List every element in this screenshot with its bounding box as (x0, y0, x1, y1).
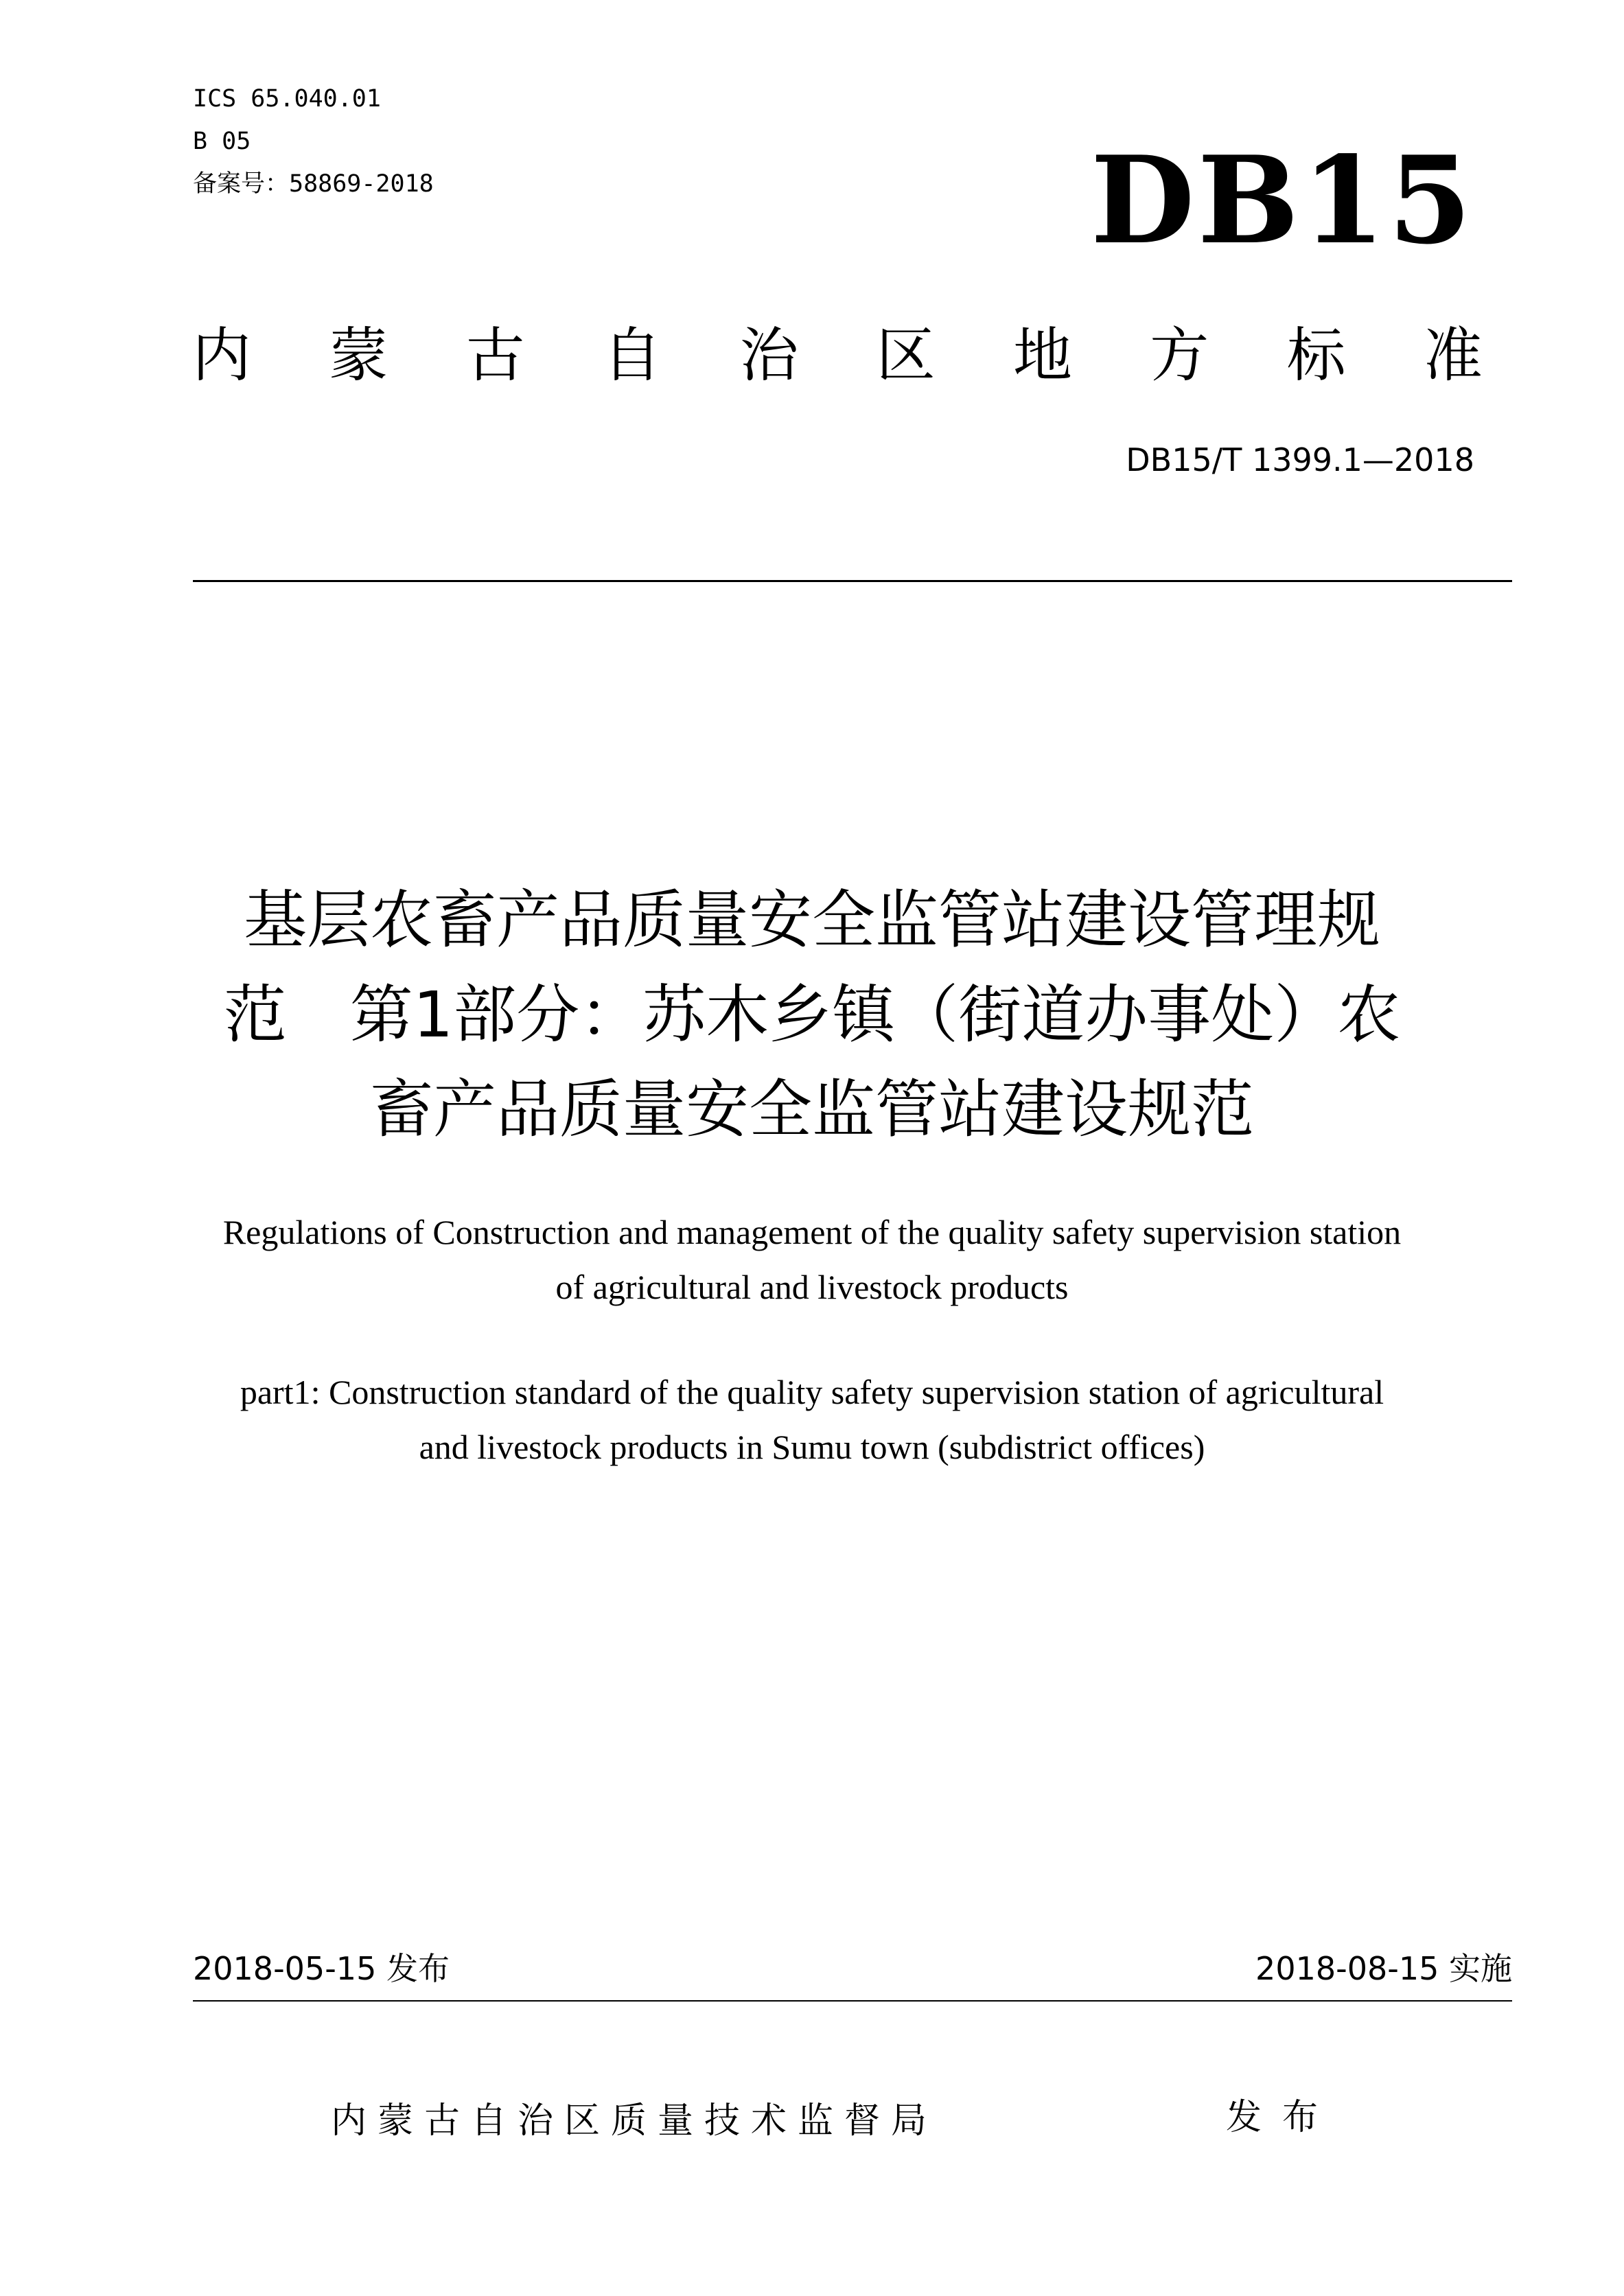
english-title (124, 1205, 1500, 1314)
category-char: 地 (1012, 321, 1072, 390)
category-char: 内 (192, 321, 251, 390)
standard-category (192, 321, 1483, 390)
english-part-title-line: part1: Construction standard of the quality safety supervision station of agricultural (240, 1373, 1384, 1411)
english-part-title-line: and livestock products in Sumu town (subdistrict offices) (419, 1428, 1205, 1466)
issue-date: 2018-05-15 发布 (193, 1950, 450, 1987)
publish-label: 发布 (1226, 2097, 1339, 2138)
category-char: 自 (602, 321, 662, 390)
english-title-line: of agricultural and livestock products (555, 1268, 1069, 1306)
category-char: 区 (876, 321, 936, 390)
category-char: 古 (465, 321, 525, 390)
category-char: 标 (1286, 321, 1346, 390)
db15-logo: DB15 (1090, 130, 1474, 271)
standard-number: DB15/T 1399.1—2018 (1126, 441, 1474, 478)
publisher-name: 内蒙古自治区质量技术监督局 (331, 2100, 938, 2142)
bottom-divider (193, 2000, 1512, 2002)
chinese-title (151, 873, 1473, 1157)
chinese-title-line: 基层农畜产品质量安全监管站建设管理规 (243, 883, 1380, 957)
category-char: 准 (1423, 321, 1483, 390)
chinese-title-line: 范 第1部分：苏木乡镇（街道办事处）农 (223, 978, 1401, 1052)
record-number: 备案号：58869-2018 (193, 170, 434, 198)
top-divider (193, 580, 1512, 582)
english-title-line: Regulations of Construction and management of the quality safety supervision station (222, 1213, 1402, 1251)
english-part-title (124, 1365, 1500, 1474)
category-char: 蒙 (329, 321, 388, 390)
category-char: 方 (1150, 321, 1209, 390)
category-char: 治 (739, 321, 799, 390)
implementation-date: 2018-08-15 实施 (1255, 1950, 1512, 1987)
ics-code: ICS 65.040.01 (193, 85, 381, 113)
chinese-title-line: 畜产品质量安全监管站建设规范 (369, 1073, 1254, 1146)
classification-code: B 05 (193, 128, 251, 155)
